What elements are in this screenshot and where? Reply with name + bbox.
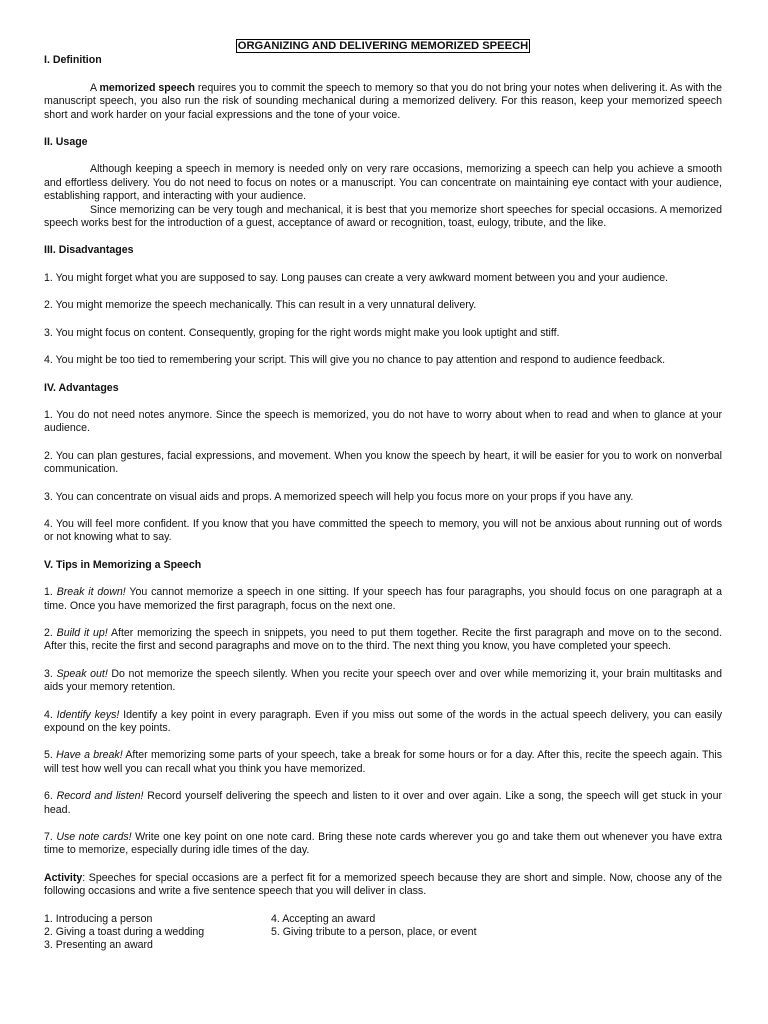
- section-heading-usage: II. Usage: [44, 136, 88, 149]
- tip-label: Use note cards!: [56, 831, 132, 844]
- section-heading-disadvantages: III. Disadvantages: [44, 244, 134, 257]
- tip-label: Speak out!: [56, 667, 108, 680]
- definition-paragraph: A memorized speech requires you to commit the speech to memory so that you do not bring your notes when delivering it. As with the manuscript speech, you also run the risk of sounding mechanical during a memorized delivery. For this reason, keep your memorized speech short and work harder on your facial expressions and the tone of your voice.: [44, 81, 722, 121]
- document-title: ORGANIZING AND DELIVERING MEMORIZED SPEECH: [237, 40, 529, 52]
- disadvantage-item: 3. You might focus on content. Consequently, groping for the right words might make you look uptight and stiff.: [44, 326, 560, 339]
- tip-item: 3. Speak out! Do not memorize the speech silently. When you recite your speech over and over while memorizing it, your brain multitasks and aids your memory retention.: [44, 667, 723, 694]
- tip-item: 6. Record and listen! Record yourself delivering the speech and listen to it over and over again. Like a song, the speech will get stuck in your head.: [44, 790, 722, 816]
- occasion-column-1: [44, 913, 271, 953]
- tip-label: Build it up!: [56, 626, 108, 639]
- activity-paragraph: Activity: Speeches for special occasions are a perfect fit for a memorized speech because they are short and simple. Now, choose any of the following occasions and write a five sentence speech that you will deliver in class.: [44, 871, 722, 898]
- tip-item: 2. Build it up! After memorizing the speech in snippets, you need to put them together. Recite the first paragraph and move on to the second. After this, recite the first and second paragraphs and move on to the third. The next thing you know, you have completed your speech.: [44, 626, 723, 653]
- tip-label: Record and listen!: [56, 790, 144, 803]
- occasion-item: 4. Accepting an award: [271, 912, 376, 925]
- tip-item: 5. Have a break! After memorizing some parts of your speech, take a break for some hours or for a day. After this, recite the speech again. This will test how well you can recall what you think you have memorized.: [44, 749, 723, 775]
- advantage-item: 3. You can concentrate on visual aids and props. A memorized speech will help you focus more on your props if you have any.: [44, 490, 634, 503]
- document-page: [44, 40, 722, 953]
- usage-paragraph-2: Since memorizing can be very tough and mechanical, it is best that you memorize short speeches for special occasions. A memorized speech works best for the introduction of a guest, acceptance of award or recognition, toast, eulogy, tribute, and the like.: [44, 203, 722, 230]
- occasion-item: 5. Giving tribute to a person, place, or event: [271, 926, 477, 939]
- section-heading-tips: V. Tips in Memorizing a Speech: [44, 558, 202, 571]
- advantage-item: 1. You do not need notes anymore. Since the speech is memorized, you do not have to worry about when to read and when to glance at your audience.: [44, 408, 722, 435]
- occasion-item: 1. Introducing a person: [44, 912, 153, 925]
- advantage-item: 2. You can plan gestures, facial expressions, and movement. When you know the speech by heart, it will be easier for you to work on nonverbal communication.: [44, 449, 722, 476]
- occasion-item: 2. Giving a toast during a wedding: [44, 926, 205, 939]
- tip-label: Break it down!: [56, 586, 126, 599]
- occasion-column-2: [271, 913, 477, 953]
- tip-item: 7. Use note cards! Write one key point on one note card. Bring these note cards wherever you go and take them out whenever you have extra time to memorize, especially during idle times of the day.: [44, 831, 722, 857]
- disadvantage-item: 4. You might be too tied to remembering your script. This will give you no chance to pay attention and respond to audience feedback.: [44, 354, 666, 367]
- disadvantage-item: 2. You might memorize the speech mechanically. This can result in a very unnatural delivery.: [44, 299, 477, 312]
- section-heading-definition: I. Definition: [44, 54, 102, 67]
- advantage-item: 4. You will feel more confident. If you know that you have committed the speech to memory, you will not be anxious about running out of words or not knowing what to say.: [44, 517, 722, 544]
- tip-label: Identify keys!: [56, 708, 120, 721]
- section-heading-advantages: IV. Advantages: [44, 381, 119, 394]
- occasion-item: 3. Presenting an award: [44, 939, 153, 952]
- usage-paragraph-1: Although keeping a speech in memory is needed only on very rare occasions, memorizing a speech can help you achieve a smooth and effortless delivery. You do not need to focus on notes or a manuscript. You can concentrate on maintaining eye contact with your audience, establishing rapport, and interacting with your audience.: [44, 163, 722, 203]
- occasion-list: [44, 913, 722, 953]
- disadvantage-item: 1. You might forget what you are supposed to say. Long pauses can create a very awkward moment between you and your audience.: [44, 271, 669, 284]
- tip-item: 1. Break it down! You cannot memorize a speech in one sitting. If your speech has four paragraphs, you should focus on one paragraph at a time. Once you have memorized the first paragraph, focus on the next one.: [44, 586, 722, 612]
- activity-label: Activity: [44, 871, 83, 884]
- tip-item: 4. Identify keys! Identify a key point in every paragraph. Even if you miss out some of the words in the actual speech delivery, you can easily expound on the key points.: [44, 708, 722, 734]
- tip-label: Have a break!: [56, 749, 123, 762]
- memorized-speech-term: memorized speech: [99, 81, 195, 94]
